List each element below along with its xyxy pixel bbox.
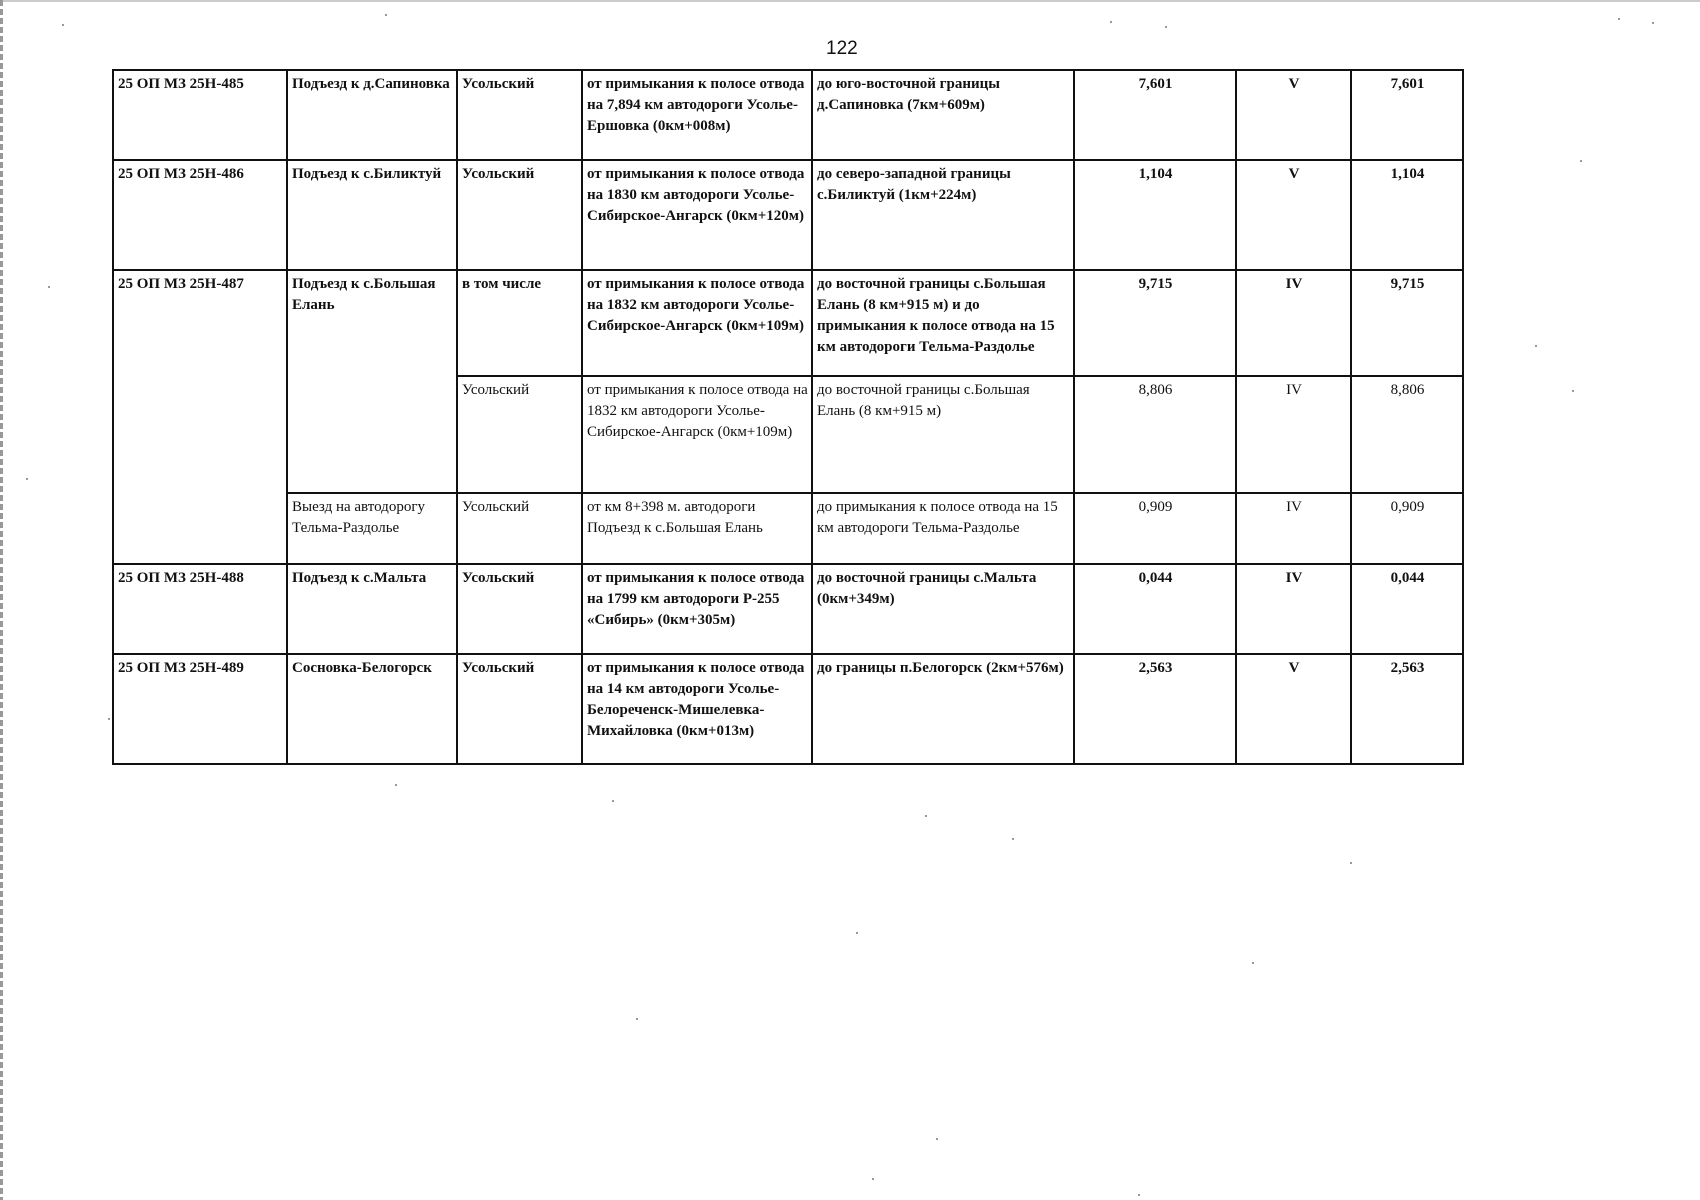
scan-speck [385,14,387,16]
length-cell: 8,806 [1074,376,1236,493]
total-length-cell: 7,601 [1351,70,1463,160]
length-cell: 7,601 [1074,70,1236,160]
scan-speck [612,800,614,802]
road-name-cell: Подъезд к с.Мальта [287,564,457,654]
scan-speck [1110,21,1112,23]
start-point-cell: от примыкания к полосе отвода на 7,894 км автодороги Усолье-Ершовка (0км+008м) [582,70,812,160]
total-length-cell: 1,104 [1351,160,1463,270]
start-point-cell: от примыкания к полосе отвода на 14 км автодороги Усолье-Белореченск-Мишелевка-Михайловка (0км+013м) [582,654,812,764]
roads-table [112,69,1464,765]
road-name-cell: Подъезд к д.Сапиновка [287,70,457,160]
end-point-cell: до примыкания к полосе отвода на 15 км автодороги Тельма-Раздолье [812,493,1074,564]
end-point-cell: до границы п.Белогорск (2км+576м) [812,654,1074,764]
end-point-cell: до юго-восточной границы д.Сапиновка (7км+609м) [812,70,1074,160]
scan-speck [62,24,64,26]
end-point-cell: до восточной границы с.Мальта (0км+349м) [812,564,1074,654]
table-row [113,70,1463,160]
length-cell: 0,909 [1074,493,1236,564]
start-point-cell: от примыкания к полосе отвода на 1832 км автодороги Усолье-Сибирское-Ангарск (0км+109м) [582,376,812,493]
scan-speck [1012,838,1014,840]
scan-speck [1252,962,1254,964]
end-point-cell: до северо-западной границы с.Биликтуй (1км+224м) [812,160,1074,270]
start-point-cell: от примыкания к полосе отвода на 1832 км автодороги Усолье-Сибирское-Ангарск (0км+109м) [582,270,812,376]
scan-speck [395,784,397,786]
total-length-cell: 8,806 [1351,376,1463,493]
district-cell: Усольский [457,376,582,493]
district-cell: Усольский [457,564,582,654]
scan-speck [1580,160,1582,162]
end-point-cell: до восточной границы с.Большая Елань (8 км+915 м) [812,376,1074,493]
end-point-cell: до восточной границы с.Большая Елань (8 км+915 м) и до примыкания к полосе отвода на 15 км автодороги Тельма-Раздолье [812,270,1074,376]
scan-speck [872,1178,874,1180]
scan-speck [856,932,858,934]
page-number: 122 [826,38,858,59]
road-id-cell: 25 ОП МЗ 25Н-489 [113,654,287,764]
scan-speck [636,1018,638,1020]
length-cell: 1,104 [1074,160,1236,270]
scan-speck [1572,390,1574,392]
road-name-cell: Подъезд к с.Биликтуй [287,160,457,270]
scan-speck [26,478,28,480]
district-cell: Усольский [457,160,582,270]
length-cell: 0,044 [1074,564,1236,654]
road-id-cell: 25 ОП МЗ 25Н-487 [113,270,287,564]
district-cell: Усольский [457,70,582,160]
start-point-cell: от примыкания к полосе отвода на 1830 км автодороги Усолье-Сибирское-Ангарск (0км+120м) [582,160,812,270]
table-row [113,270,1463,376]
district-cell: Усольский [457,493,582,564]
length-cell: 2,563 [1074,654,1236,764]
road-name-cell: Выезд на автодорогу Тельма-Раздолье [287,493,457,564]
total-length-cell: 0,044 [1351,564,1463,654]
scan-edge-left [0,0,3,1200]
table-row [113,160,1463,270]
scan-speck [108,718,110,720]
district-cell: в том числе [457,270,582,376]
road-id-cell: 25 ОП МЗ 25Н-486 [113,160,287,270]
category-cell: V [1236,160,1351,270]
start-point-cell: от примыкания к полосе отвода на 1799 км автодороги Р-255 «Сибирь» (0км+305м) [582,564,812,654]
road-id-cell: 25 ОП МЗ 25Н-488 [113,564,287,654]
road-name-cell: Подъезд к с.Большая Елань [287,270,457,493]
start-point-cell: от км 8+398 м. автодороги Подъезд к с.Большая Елань [582,493,812,564]
category-cell: IV [1236,270,1351,376]
road-name-cell: Сосновка-Белогорск [287,654,457,764]
scan-speck [936,1138,938,1140]
scan-edge-top [0,0,1700,2]
category-cell: V [1236,70,1351,160]
scan-speck [925,815,927,817]
category-cell: V [1236,654,1351,764]
table-row [113,493,1463,564]
scan-speck [1618,18,1620,20]
total-length-cell: 2,563 [1351,654,1463,764]
scan-speck [1652,22,1654,24]
scan-speck [48,286,50,288]
category-cell: IV [1236,564,1351,654]
total-length-cell: 0,909 [1351,493,1463,564]
total-length-cell: 9,715 [1351,270,1463,376]
road-id-cell: 25 ОП МЗ 25Н-485 [113,70,287,160]
district-cell: Усольский [457,654,582,764]
table-row [113,654,1463,764]
scan-speck [1165,26,1167,28]
scan-speck [1535,345,1537,347]
category-cell: IV [1236,493,1351,564]
scan-speck [1138,1194,1140,1196]
length-cell: 9,715 [1074,270,1236,376]
category-cell: IV [1236,376,1351,493]
table-row [113,564,1463,654]
scan-speck [1350,862,1352,864]
